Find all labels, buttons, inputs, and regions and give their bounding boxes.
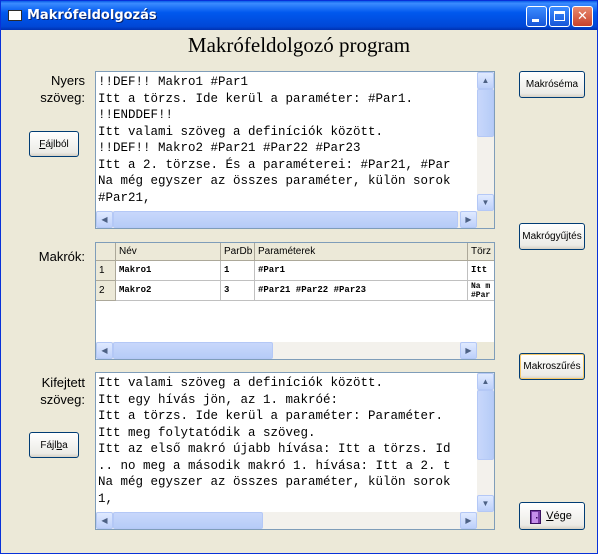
to-file-mnemonic: b bbox=[56, 439, 63, 451]
result-vertical-scrollbar[interactable] bbox=[477, 373, 494, 512]
scroll-up-icon[interactable]: ▲ bbox=[477, 72, 494, 89]
row-number: 2 bbox=[96, 281, 116, 301]
macro-schema-button[interactable]: Makróséma bbox=[519, 71, 585, 98]
cell-name[interactable]: Makro1 bbox=[116, 261, 221, 281]
grid-hscroll-thumb[interactable] bbox=[113, 342, 273, 359]
source-vscroll-thumb[interactable] bbox=[477, 89, 494, 137]
from-file-mnemonic: F bbox=[39, 138, 46, 150]
cell-name[interactable]: Makro2 bbox=[116, 281, 221, 301]
result-label-line2: szöveg: bbox=[40, 392, 85, 407]
source-label bbox=[21, 72, 85, 106]
result-label bbox=[21, 374, 85, 408]
source-vertical-scrollbar[interactable] bbox=[477, 72, 494, 211]
result-text-area[interactable] bbox=[95, 372, 495, 530]
source-label-line1: Nyers bbox=[51, 73, 85, 88]
exit-label-rest: ége bbox=[553, 510, 572, 522]
to-file-button[interactable] bbox=[29, 432, 79, 458]
source-horizontal-scrollbar[interactable] bbox=[96, 211, 477, 228]
maximize-button[interactable] bbox=[549, 6, 570, 27]
column-header-count[interactable]: ParDb bbox=[221, 243, 255, 261]
from-file-label: ájlból bbox=[45, 138, 69, 150]
maximize-icon bbox=[554, 11, 565, 21]
page-title: Makrófeldolgozó program bbox=[187, 33, 411, 57]
scroll-corner bbox=[477, 211, 494, 228]
exit-label bbox=[546, 510, 572, 522]
window-icon bbox=[8, 10, 22, 21]
to-file-label-end: a bbox=[62, 439, 68, 451]
cell-count[interactable]: 1 bbox=[221, 261, 255, 281]
scroll-up-icon[interactable]: ▲ bbox=[477, 373, 494, 390]
to-file-label-start: Fájl bbox=[40, 439, 57, 451]
table-corner-header bbox=[96, 243, 116, 261]
source-text: !!DEF!! Makro1 #Par1 Itt a törzs. Ide kerül a paraméter: #Par1. !!ENDDEF!! Itt valami szöveg a definíciók között. !!DEF!! Makro2 #Par21 #Par22 #Par23 Itt a 2. törzse. És a paraméterei: #Par21, #Par Na még egyszer az összes paraméter, külön sorok #Par21, bbox=[98, 75, 451, 205]
source-label-line2: szöveg: bbox=[40, 90, 85, 105]
close-button[interactable] bbox=[572, 6, 593, 27]
result-vscroll-thumb[interactable] bbox=[477, 390, 494, 460]
scroll-left-icon[interactable]: ◀ bbox=[96, 512, 113, 529]
macro-collect-button[interactable]: Makrógyűjtés bbox=[519, 223, 585, 250]
cell-body[interactable]: Na m #Par bbox=[468, 281, 495, 301]
cell-count[interactable]: 3 bbox=[221, 281, 255, 301]
scroll-left-icon[interactable]: ◀ bbox=[96, 211, 113, 228]
source-text-area[interactable] bbox=[95, 71, 495, 229]
exit-door-icon bbox=[530, 510, 541, 524]
scroll-down-icon[interactable]: ▼ bbox=[477, 194, 494, 211]
scroll-left-icon[interactable]: ◀ bbox=[96, 342, 113, 359]
cell-params[interactable]: #Par21 #Par22 #Par23 bbox=[255, 281, 468, 301]
scroll-right-icon[interactable]: ▶ bbox=[460, 342, 477, 359]
result-horizontal-scrollbar[interactable] bbox=[96, 512, 477, 529]
scroll-right-icon[interactable]: ▶ bbox=[460, 211, 477, 228]
result-hscroll-thumb[interactable] bbox=[113, 512, 263, 529]
result-text: Itt valami szöveg a definíciók között. Itt egy hívás jön, az 1. makróé: Itt a törzs. Ide kerül a paraméter: Paraméter. Itt meg folytatódik a szöveg. Itt az első makró újabb hívása: Itt a törzs. Id .. no meg a második makró 1. hívása: Itt a 2. t Na még egyszer az összes paraméter, külön sorok 1, bbox=[98, 376, 451, 506]
macros-label: Makrók: bbox=[38, 249, 85, 264]
minimize-icon bbox=[532, 19, 539, 22]
source-hscroll-thumb[interactable] bbox=[113, 211, 458, 228]
grid-horizontal-scrollbar[interactable] bbox=[96, 342, 477, 359]
cell-body[interactable]: Itt bbox=[468, 261, 495, 281]
title-bar[interactable] bbox=[1, 1, 597, 30]
column-header-body[interactable]: Törz bbox=[468, 243, 495, 261]
column-header-params[interactable]: Paraméterek bbox=[255, 243, 468, 261]
row-number: 1 bbox=[96, 261, 116, 281]
macro-filter-button[interactable]: Makroszűrés bbox=[519, 353, 585, 380]
from-file-button[interactable] bbox=[29, 131, 79, 157]
scroll-right-icon[interactable]: ▶ bbox=[460, 512, 477, 529]
macro-table[interactable] bbox=[95, 242, 495, 360]
column-header-name[interactable]: Név bbox=[116, 243, 221, 261]
window-title: Makrófeldolgozás bbox=[27, 8, 157, 23]
scroll-corner bbox=[477, 342, 494, 359]
scroll-down-icon[interactable]: ▼ bbox=[477, 495, 494, 512]
close-icon: ✕ bbox=[577, 9, 588, 24]
cell-params[interactable]: #Par1 bbox=[255, 261, 468, 281]
exit-mnemonic: V bbox=[546, 510, 554, 522]
minimize-button[interactable] bbox=[526, 6, 547, 27]
scroll-corner bbox=[477, 512, 494, 529]
result-label-line1: Kifejtett bbox=[41, 375, 85, 390]
exit-button[interactable] bbox=[519, 502, 585, 530]
